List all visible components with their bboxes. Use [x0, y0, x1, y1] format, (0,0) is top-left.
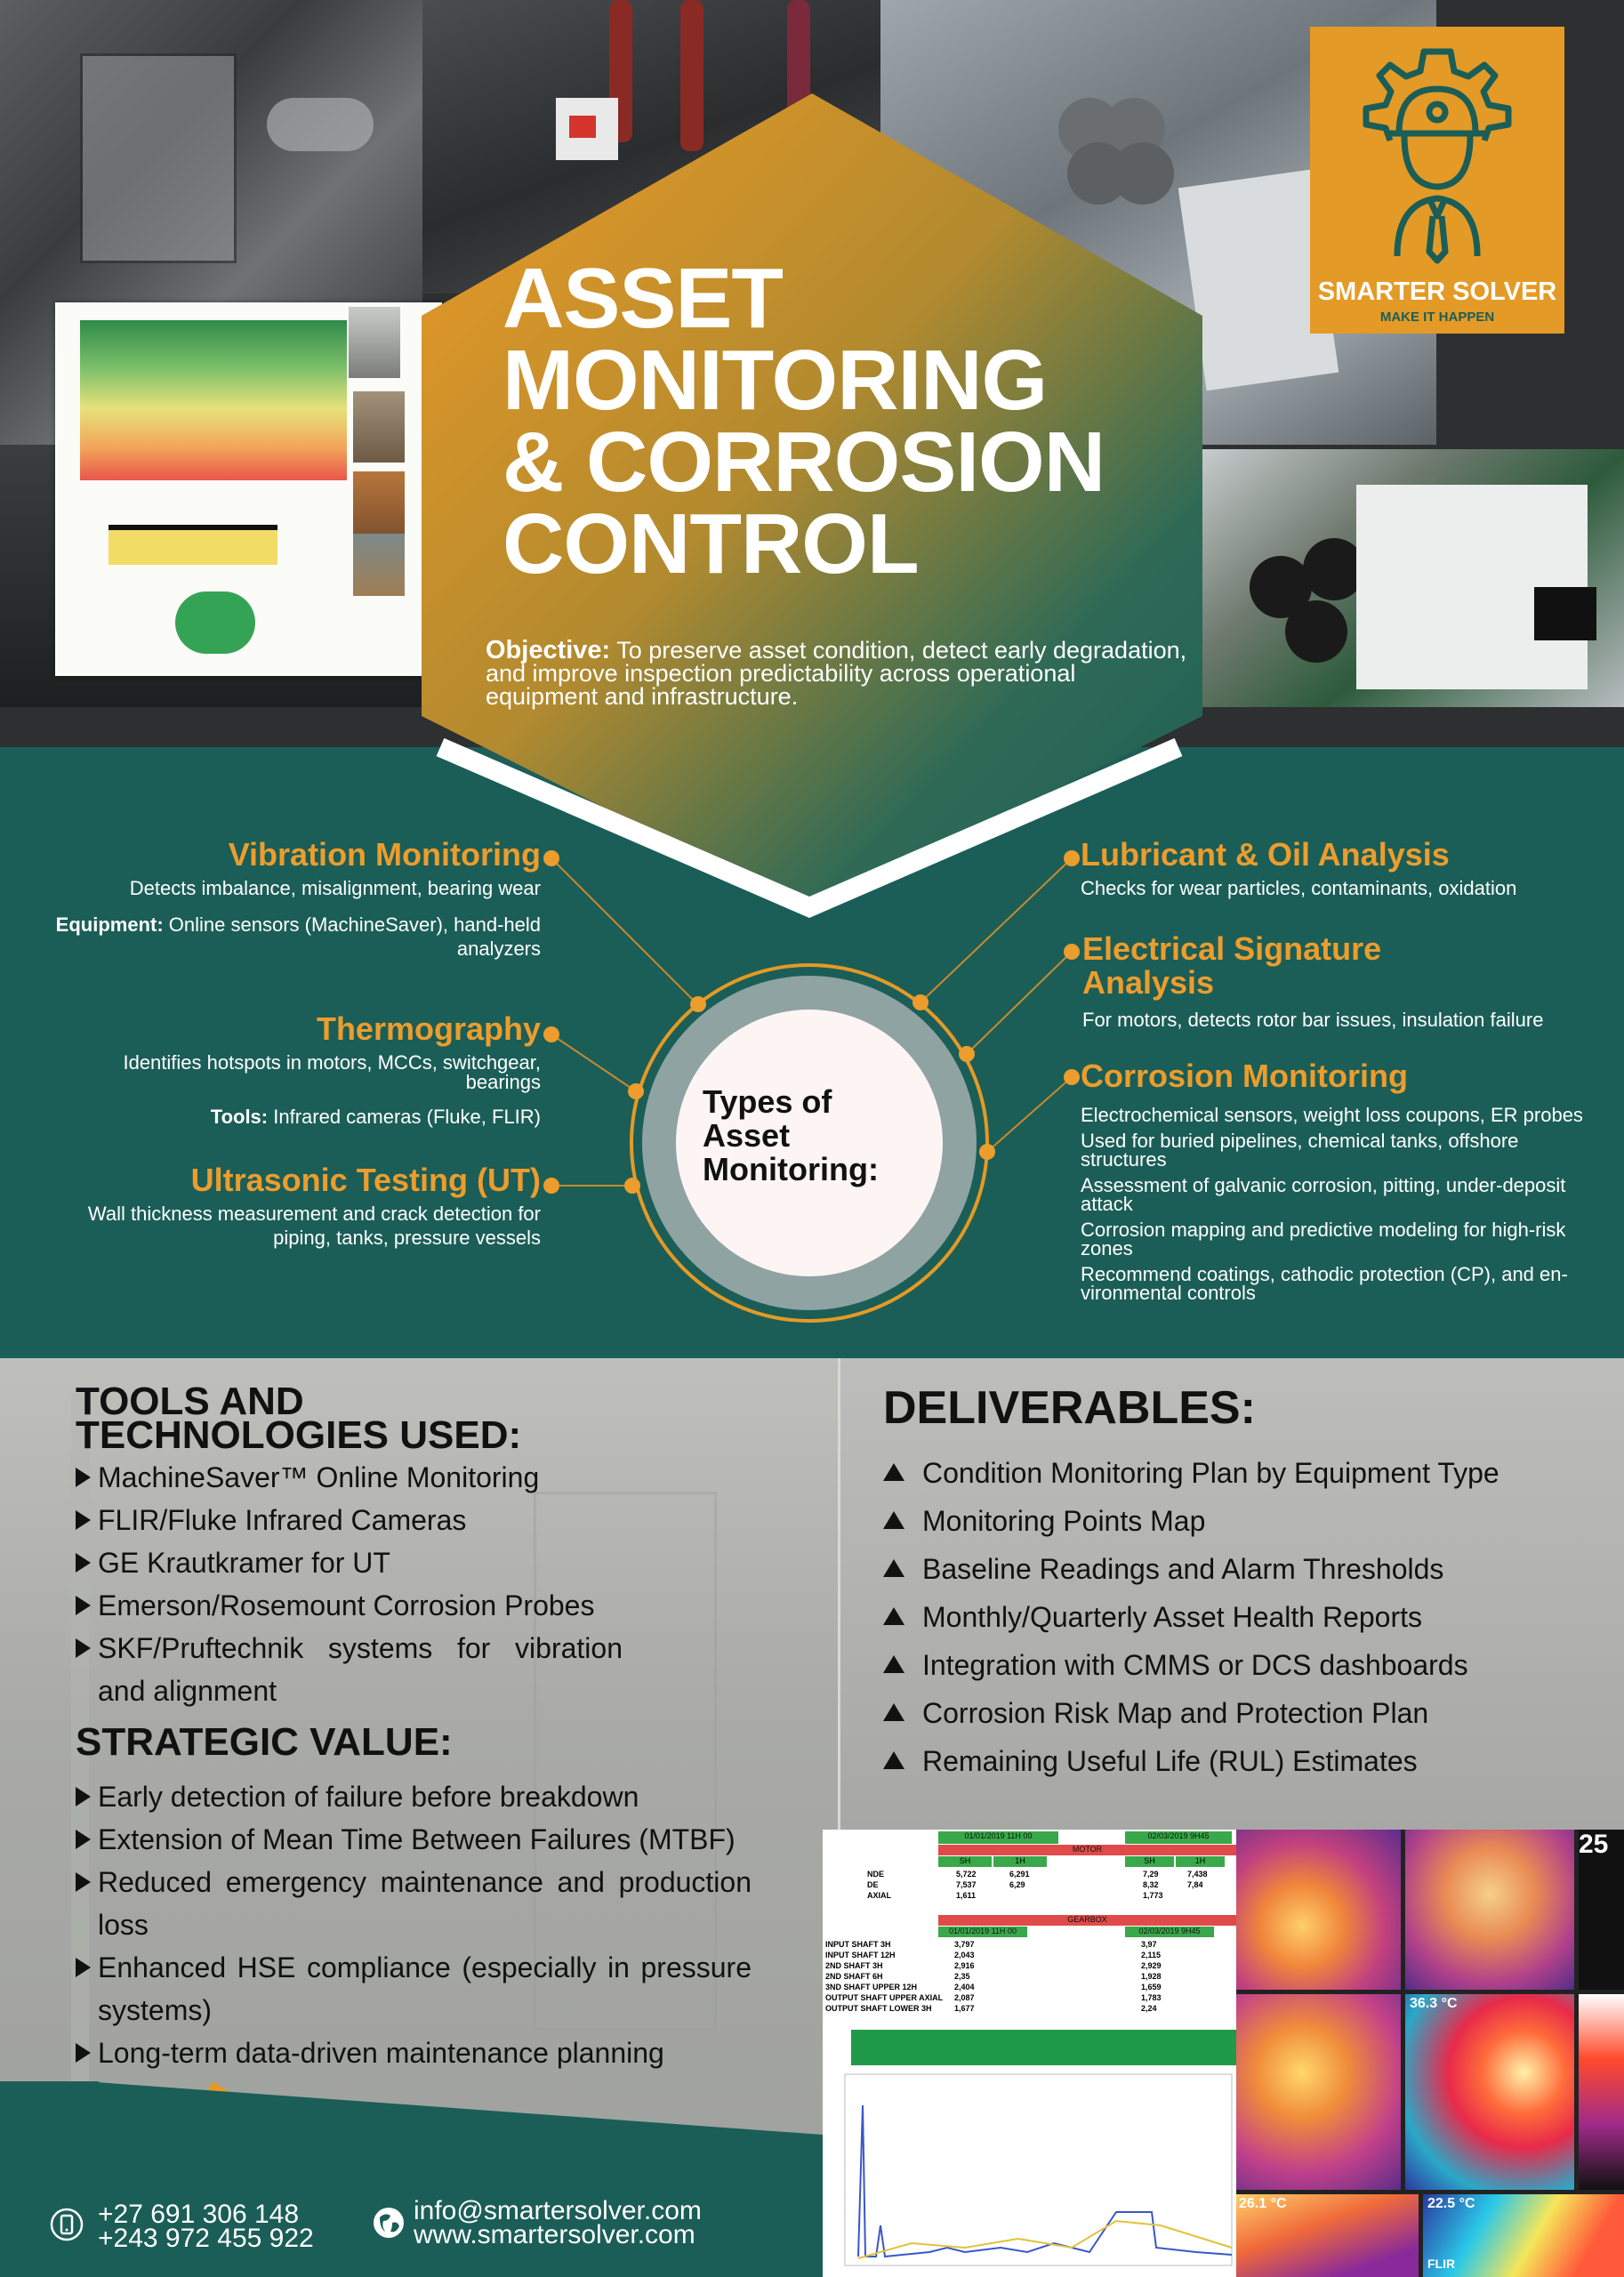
- company-logo: [1310, 27, 1564, 334]
- cell: 3ND SHAFT UPPER 12H: [825, 1983, 918, 1991]
- corrosion-title: Corrosion Monitoring: [1081, 1058, 1408, 1094]
- dot-orbit-3: [624, 1178, 640, 1194]
- page-title: [502, 251, 1178, 591]
- strategic-item: Enhanced HSE compliance (especially in pressure systems): [98, 1951, 752, 2026]
- center-label-line-3: Monitoring:: [703, 1151, 879, 1187]
- spreadsheet-date-1b: 01/01/2019 11H 00: [938, 1927, 1027, 1937]
- cell: OUTPUT SHAFT LOWER 3H: [825, 2004, 932, 2013]
- bullet-icon: [883, 1655, 904, 1673]
- strategic-item: Reduced emergency maintenance and production loss: [98, 1866, 752, 1941]
- vibration-desc: Detects imbalance, misalignment, bearing wear: [129, 877, 541, 899]
- strategic-item: Long-term data-driven maintenance planning: [98, 2037, 664, 2069]
- bullet-icon: [76, 1468, 91, 1487]
- deliverable-item: Condition Monitoring Plan by Equipment Type: [922, 1457, 1499, 1489]
- strategic-heading: STRATEGIC VALUE:: [76, 1720, 453, 1764]
- electrical-block: [1082, 932, 1598, 1032]
- dot-lubricant: [1064, 850, 1080, 866]
- thermal-temp-1: 25: [1579, 1830, 1624, 1990]
- cell: 2,35: [954, 1972, 970, 1981]
- dot-ultrasonic: [543, 1178, 559, 1194]
- cell: 1,773: [1143, 1891, 1163, 1900]
- bullet-icon: [76, 1787, 91, 1806]
- cell: 2,115: [1141, 1951, 1162, 1959]
- spreadsheet-gearbox-rows: [825, 1939, 1234, 2014]
- thermography-tools-text: Infrared cameras (Fluke, FLIR): [273, 1106, 541, 1128]
- email-link[interactable]: info@smartersolver.com: [414, 2196, 702, 2225]
- bullet-icon: [76, 1958, 91, 1977]
- deliverable-item: Monthly/Quarterly Asset Health Reports: [922, 1601, 1423, 1633]
- bullet-icon: [76, 1596, 91, 1615]
- dot-orbit-2: [628, 1083, 644, 1099]
- cell: 6,29: [1009, 1880, 1025, 1889]
- strategic-section: [76, 1720, 787, 2074]
- bullet-icon: [883, 1463, 904, 1481]
- dot-orbit-6: [979, 1144, 995, 1160]
- center-label-line-2: Asset: [703, 1117, 791, 1154]
- cell: INPUT SHAFT 12H: [825, 1951, 896, 1959]
- photo-circuit-board: [1178, 449, 1624, 707]
- deliverable-item: Remaining Useful Life (RUL) Estimates: [922, 1745, 1418, 1777]
- title-line-4: CONTROL: [502, 496, 919, 591]
- thermography-title: Thermography: [316, 1010, 541, 1047]
- deliverable-item: Integration with CMMS or DCS dashboards: [922, 1649, 1468, 1681]
- cell: 2,404: [954, 1983, 975, 1991]
- engineer-gear-icon: [1344, 34, 1531, 274]
- vibration-equip-text: Online sensors (MachineSaver), hand-held analyzers: [168, 913, 541, 960]
- cell: 7,29: [1143, 1870, 1159, 1879]
- cell: 2,24: [1141, 2004, 1157, 2013]
- deliverable-item: Corrosion Risk Map and Protection Plan: [922, 1697, 1429, 1729]
- thermography-desc: Identifies hotspots in motors, MCCs, switchgear, bearings: [123, 1051, 541, 1093]
- bullet-icon: [76, 2043, 91, 2063]
- thermal-images: [1236, 1830, 1624, 2277]
- cell: 2,043: [954, 1951, 975, 1959]
- spreadsheet-gearbox-label: GEARBOX: [938, 1915, 1236, 1926]
- cell: 2,929: [1141, 1961, 1162, 1970]
- tools-item: SKF/Pruftechnik systems for vibration and alignment: [98, 1632, 623, 1707]
- cell: 2,916: [954, 1961, 975, 1970]
- tools-heading-1: TOOLS AND: [76, 1380, 304, 1423]
- spreadsheet-motor-label: MOTOR: [938, 1845, 1236, 1855]
- phone-icon: [49, 2207, 84, 2242]
- tools-heading-2: TECHNOLOGIES USED:: [76, 1413, 522, 1457]
- corrosion-item: Recommend coatings, cathodic protection (CP), and en-vironmental controls: [1081, 1263, 1568, 1304]
- ultrasonic-block: [53, 1163, 541, 1250]
- bullet-icon: [76, 1510, 91, 1530]
- lubricant-block: [1081, 838, 1596, 900]
- strategic-item: Early detection of failure before breakdown: [98, 1781, 639, 1813]
- dot-orbit-5: [959, 1046, 975, 1062]
- corrosion-block: [1081, 1059, 1610, 1302]
- vibration-spectrum-plot: [823, 2070, 1236, 2277]
- thermography-block: [53, 1012, 541, 1129]
- dot-corrosion: [1064, 1069, 1080, 1085]
- electrical-title-1: Electrical Signature: [1082, 930, 1382, 967]
- objective-text: [486, 636, 1188, 710]
- spectrum-header-bar: [851, 2030, 1236, 2065]
- cell: 8,32: [1143, 1880, 1159, 1889]
- electrical-title-2: Analysis: [1082, 964, 1215, 1001]
- phone-numbers: [98, 2200, 314, 2253]
- bullet-icon: [883, 1559, 904, 1577]
- vibration-monitoring-block: [53, 838, 541, 961]
- divider: [838, 1358, 840, 1830]
- thermal-temp-4: 22.5 °C: [1427, 2196, 1475, 2211]
- inspection-report-image: [55, 302, 442, 676]
- spreadsheet-date-2: 02/03/2019 9H45: [1125, 1831, 1232, 1844]
- center-label: [703, 1085, 943, 1187]
- bullet-icon: [883, 1751, 904, 1769]
- corrosion-item: Electrochemical sensors, weight loss coupons, ER probes: [1081, 1104, 1583, 1126]
- dot-thermography: [543, 1026, 559, 1042]
- cell: 1,611: [956, 1891, 977, 1900]
- cell: 7,84: [1187, 1880, 1203, 1889]
- spreadsheet-date-2b: 02/03/2019 9H45: [1125, 1927, 1214, 1937]
- tools-item: GE Krautkramer for UT: [98, 1547, 390, 1579]
- cell: NDE: [867, 1870, 885, 1879]
- ultrasonic-title: Ultrasonic Testing (UT): [190, 1162, 541, 1198]
- title-line-3: & CORROSION: [502, 414, 1105, 510]
- title-line-1: ASSET: [502, 251, 784, 346]
- tools-section: [76, 1380, 787, 1712]
- thermal-temp-2: 36.3 °C: [1410, 1996, 1458, 2011]
- corrosion-item: Used for buried pipelines, chemical tanks, offshore structures: [1081, 1130, 1519, 1171]
- deliverable-item: Monitoring Points Map: [922, 1505, 1206, 1537]
- deliverables-heading: DELIVERABLES:: [883, 1382, 1256, 1434]
- cell: 2ND SHAFT 6H: [825, 1972, 883, 1981]
- cell: OUTPUT SHAFT UPPER AXIAL: [825, 1993, 944, 2002]
- spreadsheet-date-1: 01/01/2019 11H 00: [938, 1831, 1058, 1844]
- col-header: SH: [938, 1856, 992, 1867]
- strategic-item: Extension of Mean Time Between Failures (MTBF): [98, 1823, 736, 1855]
- vibration-data-spreadsheet-image: [823, 1830, 1236, 2277]
- thickness-heatmap: [80, 320, 347, 480]
- tools-item: Emerson/Rosemount Corrosion Probes: [98, 1589, 595, 1621]
- cell: 1,783: [1141, 1993, 1162, 2002]
- cell: INPUT SHAFT 3H: [825, 1940, 891, 1949]
- bullet-icon: [76, 1830, 91, 1849]
- thermal-temp-3: 26.1 °C: [1239, 2196, 1287, 2211]
- col-header: 1H: [993, 1856, 1047, 1867]
- deliverable-item: Baseline Readings and Alarm Thresholds: [922, 1553, 1444, 1585]
- cell: DE: [867, 1880, 879, 1889]
- lubricant-title: Lubricant & Oil Analysis: [1081, 836, 1450, 873]
- lubricant-desc: Checks for wear particles, contaminants, oxidation: [1081, 877, 1517, 899]
- vibration-title: Vibration Monitoring: [228, 836, 541, 873]
- cell: 1,659: [1141, 1983, 1162, 1991]
- cell: 5,722: [956, 1870, 977, 1879]
- dot-electrical: [1064, 944, 1080, 960]
- center-label-line-1: Types of: [703, 1083, 832, 1120]
- spreadsheet-col-headers: [938, 1856, 1236, 1867]
- cell: 2ND SHAFT 3H: [825, 1961, 883, 1970]
- dot-vibration: [543, 850, 559, 866]
- web-contacts: [414, 2196, 702, 2249]
- objective-body: To preserve asset condition, detect early degradation, and improve inspection predictability across operational equipment and infrastructure.: [486, 637, 1187, 710]
- cell: 6,291: [1009, 1870, 1030, 1879]
- cell: 3,797: [954, 1940, 975, 1949]
- cell: 7,537: [956, 1880, 977, 1889]
- phone-1[interactable]: +27 691 306 148: [98, 2200, 300, 2229]
- phone-2[interactable]: +243 972 455 922: [98, 2224, 314, 2253]
- spreadsheet-motor-rows: [827, 1869, 1236, 1901]
- objective-label: Objective:: [486, 636, 611, 664]
- bullet-icon: [883, 1511, 904, 1529]
- bullet-icon: [883, 1703, 904, 1721]
- cell: 1,677: [954, 2004, 975, 2013]
- ultrasonic-desc: Wall thickness measurement and crack detection for piping, tanks, pressure vessels: [87, 1203, 541, 1249]
- cell: 7,438: [1187, 1870, 1208, 1879]
- logo-tagline: MAKE IT HAPPEN: [1379, 310, 1495, 325]
- bullet-icon: [883, 1607, 904, 1625]
- tools-item: MachineSaver™ Online Monitoring: [98, 1461, 540, 1493]
- globe-icon: [371, 2205, 406, 2241]
- title-line-2: MONITORING: [502, 333, 1048, 428]
- website-link[interactable]: www.smartersolver.com: [414, 2220, 695, 2249]
- bullet-icon: [76, 1638, 91, 1658]
- col-header: 1H: [1176, 1856, 1225, 1867]
- cell: AXIAL: [867, 1891, 891, 1900]
- bullet-icon: [76, 1872, 91, 1892]
- electrical-desc: For motors, detects rotor bar issues, insulation failure: [1082, 1009, 1544, 1031]
- tools-item: FLIR/Fluke Infrared Cameras: [98, 1504, 467, 1536]
- thermography-tools-label: Tools:: [210, 1106, 269, 1128]
- cell: 2,087: [954, 1993, 975, 2002]
- bullet-icon: [76, 1553, 91, 1573]
- corrosion-item: Corrosion mapping and predictive modeling for high-risk zones: [1081, 1219, 1566, 1259]
- dot-orbit-4: [912, 994, 929, 1010]
- dot-orbit-1: [690, 996, 706, 1012]
- deliverables-section: [883, 1382, 1612, 1785]
- col-header: SH: [1125, 1856, 1174, 1867]
- cell: 3,97: [1141, 1940, 1157, 1949]
- vibration-equip-label: Equipment:: [55, 913, 164, 936]
- logo-name: SMARTER SOLVER: [1317, 278, 1557, 306]
- cell: 1,928: [1141, 1972, 1162, 1981]
- corrosion-item: Assessment of galvanic corrosion, pitting, under-deposit attack: [1081, 1174, 1566, 1215]
- flir-brand-label: FLIR: [1427, 2257, 1456, 2271]
